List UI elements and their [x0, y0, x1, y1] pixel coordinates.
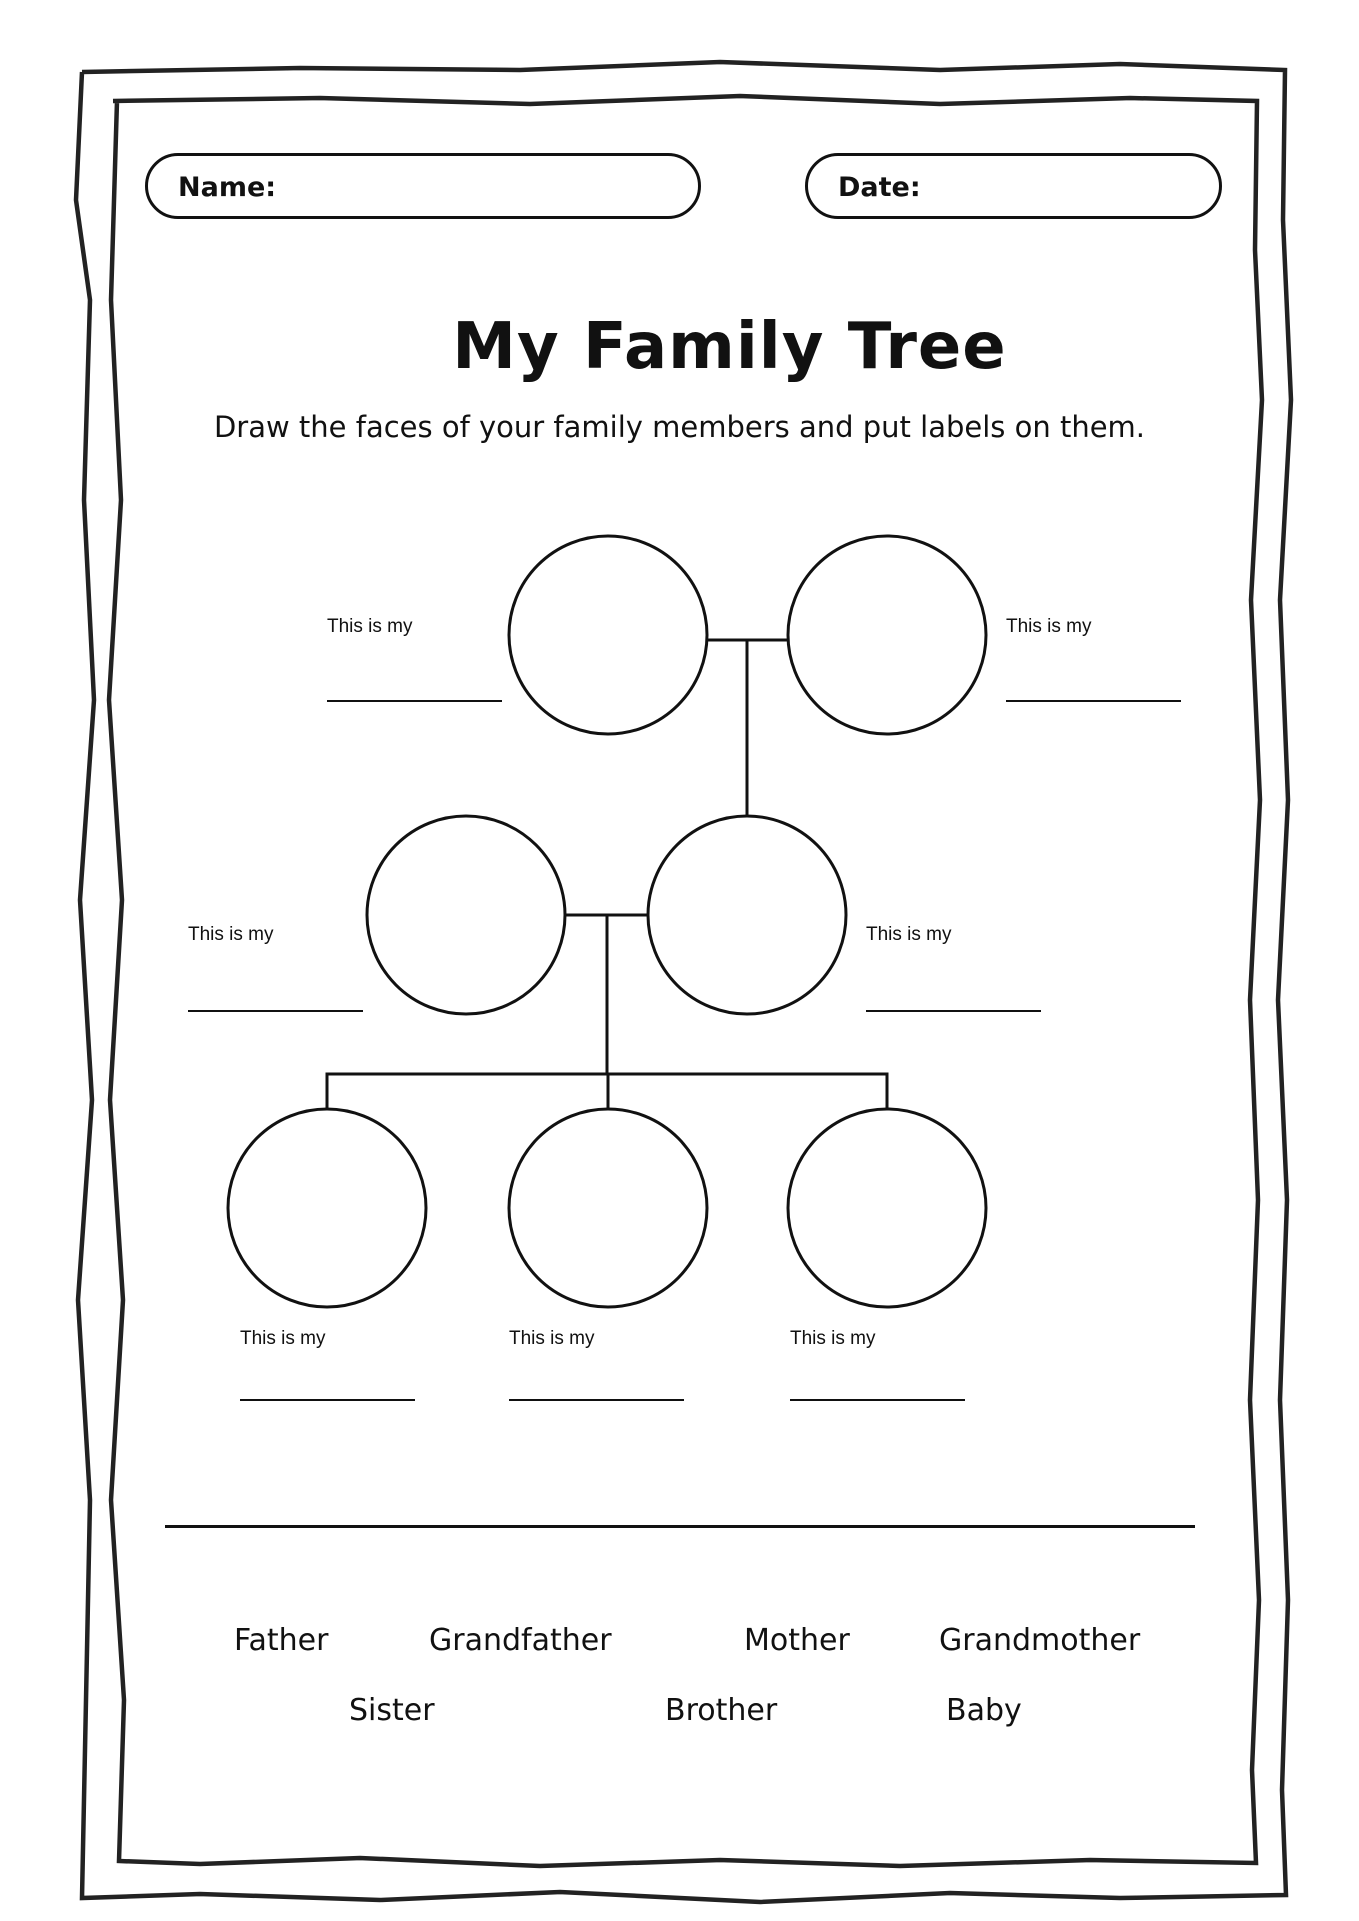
grandparent-circle-2[interactable] — [788, 536, 986, 734]
child-3-label: This is my — [790, 1328, 876, 1349]
child-2-blank[interactable] — [509, 1399, 684, 1401]
grandparent-2-label: This is my — [1006, 616, 1092, 637]
page-title: My Family Tree — [452, 310, 1007, 384]
word-bank-item: Grandfather — [429, 1623, 612, 1658]
child-circle-2[interactable] — [509, 1109, 707, 1307]
word-bank-item: Brother — [665, 1693, 778, 1728]
word-bank-item: Grandmother — [939, 1623, 1141, 1658]
grandparent-1-blank[interactable] — [327, 700, 502, 702]
grandparent-1-label: This is my — [327, 616, 413, 637]
child-2-label: This is my — [509, 1328, 595, 1349]
word-bank-item: Sister — [349, 1693, 435, 1728]
word-bank-item: Mother — [744, 1623, 850, 1658]
parent-circle-2[interactable] — [648, 816, 846, 1014]
name-label: Name: — [178, 172, 277, 203]
date-label: Date: — [838, 172, 921, 203]
instructions: Draw the faces of your family members and put labels on them. — [213, 410, 1146, 444]
child-circle-1[interactable] — [228, 1109, 426, 1307]
word-bank-item: Baby — [946, 1693, 1022, 1728]
child-circle-3[interactable] — [788, 1109, 986, 1307]
parent-circle-1[interactable] — [367, 816, 565, 1014]
section-divider — [165, 1525, 1195, 1528]
parent-2-label: This is my — [866, 924, 952, 945]
grandparent-circle-1[interactable] — [509, 536, 707, 734]
word-bank-item: Father — [234, 1623, 329, 1658]
child-1-blank[interactable] — [240, 1399, 415, 1401]
parent-1-blank[interactable] — [188, 1010, 363, 1012]
parent-2-blank[interactable] — [866, 1010, 1041, 1012]
child-1-label: This is my — [240, 1328, 326, 1349]
child-3-blank[interactable] — [790, 1399, 965, 1401]
parent-1-label: This is my — [188, 924, 274, 945]
grandparent-2-blank[interactable] — [1006, 700, 1181, 702]
